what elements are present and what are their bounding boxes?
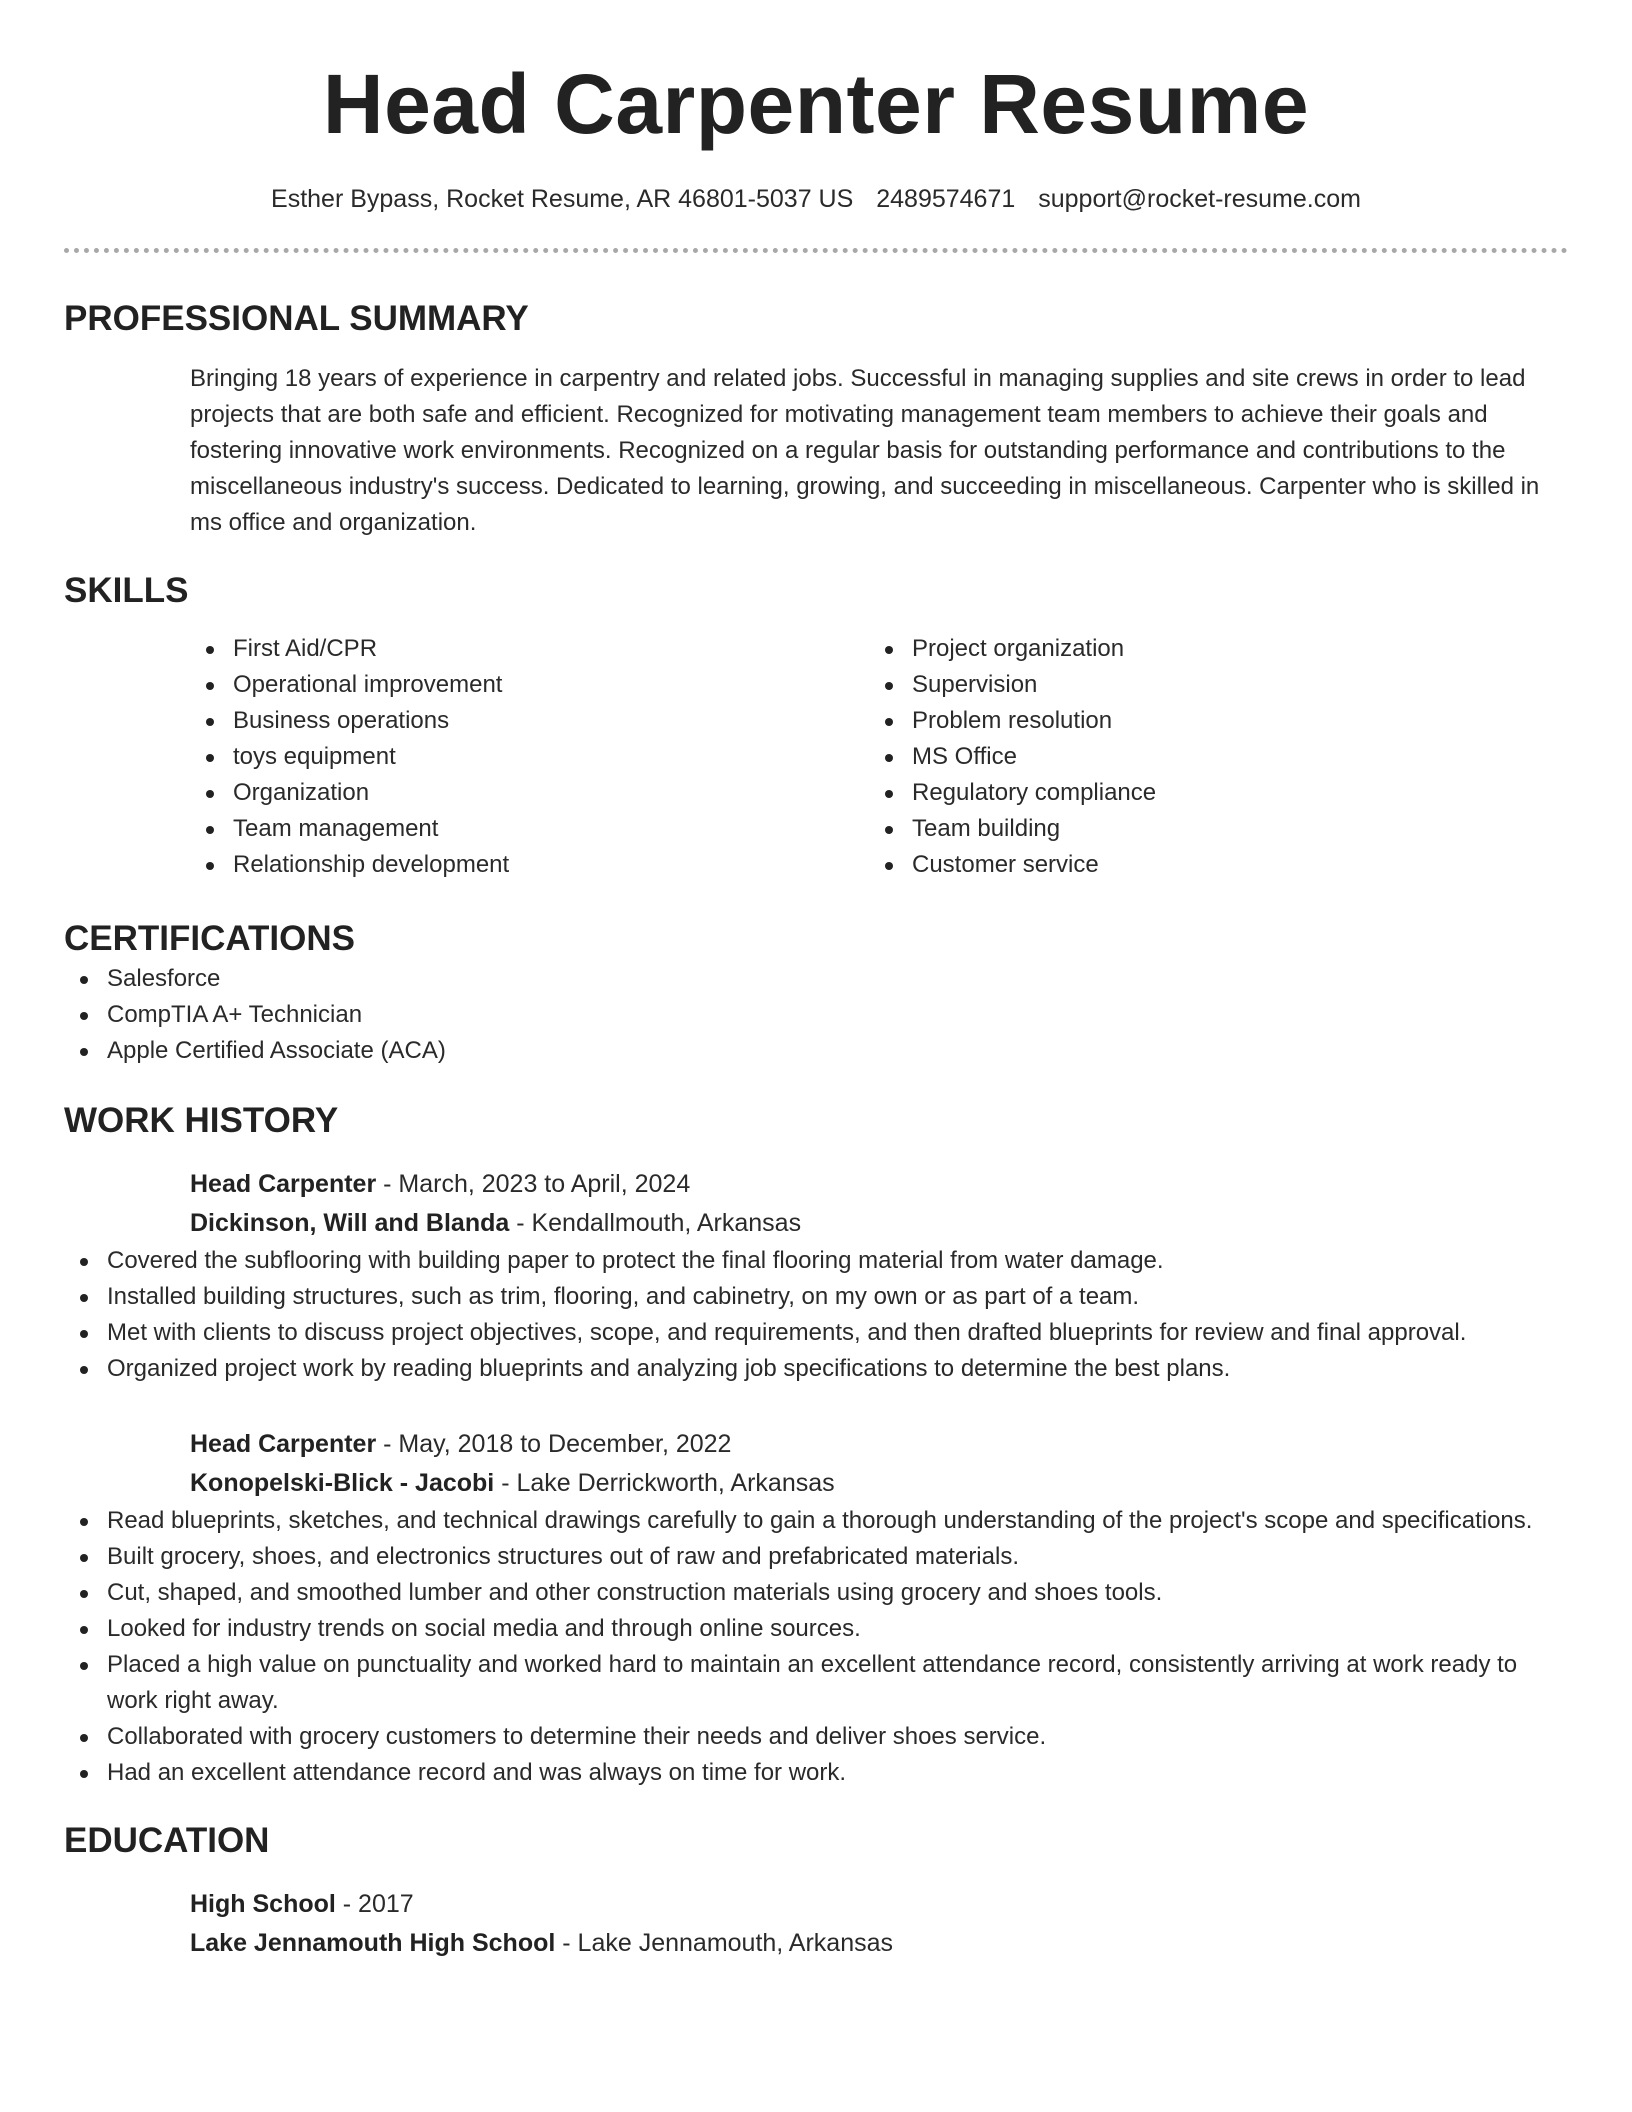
skills-heading: SKILLS: [64, 571, 189, 610]
certifications-list: [64, 961, 1568, 1069]
job-bullet: Collaborated with grocery customers to determine their needs and deliver shoes service.: [64, 1719, 1568, 1755]
job-bullet: Cut, shaped, and smoothed lumber and other construction materials using grocery and shoes tools.: [64, 1575, 1568, 1611]
job-location: - Lake Derrickworth, Arkansas: [494, 1469, 835, 1497]
job-bullets: [64, 1503, 1568, 1791]
skill-item: Operational improvement: [190, 667, 869, 703]
job-location: - Kendallmouth, Arkansas: [509, 1209, 802, 1237]
skill-item: Problem resolution: [869, 703, 1548, 739]
job-bullets: [64, 1243, 1568, 1387]
education-heading: EDUCATION: [64, 1821, 270, 1860]
skill-item: Supervision: [869, 667, 1548, 703]
skill-item: Organization: [190, 775, 869, 811]
contact-address: Esther Bypass, Rocket Resume, AR 46801-5037 US: [271, 185, 854, 213]
work-history-heading: WORK HISTORY: [64, 1101, 339, 1140]
skill-item: toys equipment: [190, 739, 869, 775]
education-school: Lake Jennamouth High School: [190, 1929, 556, 1957]
job-dates: - May, 2018 to December, 2022: [376, 1430, 732, 1458]
skill-item: MS Office: [869, 739, 1548, 775]
job-company: Dickinson, Will and Blanda: [190, 1209, 510, 1237]
certification-item: CompTIA A+ Technician: [64, 997, 1568, 1033]
page-title: Head Carpenter Resume: [322, 57, 1310, 151]
job-entry: [64, 1425, 1568, 1791]
skill-item: Relationship development: [190, 847, 869, 883]
job-entry: [64, 1165, 1568, 1387]
summary-heading: PROFESSIONAL SUMMARY: [64, 299, 529, 338]
education-degree-line: [190, 1885, 1568, 1924]
skill-item: Team management: [190, 811, 869, 847]
skill-item: Regulatory compliance: [869, 775, 1548, 811]
skill-item: Team building: [869, 811, 1548, 847]
job-company-line: [190, 1204, 1568, 1243]
job-bullet: Looked for industry trends on social media and through online sources.: [64, 1611, 1568, 1647]
job-title-line: [190, 1425, 1568, 1464]
contact-line: [64, 182, 1568, 216]
education-degree: High School: [190, 1890, 336, 1918]
job-dates: - March, 2023 to April, 2024: [376, 1170, 691, 1198]
skills-list-right: [869, 631, 1548, 883]
certification-item: Salesforce: [64, 961, 1568, 997]
education-location: - Lake Jennamouth, Arkansas: [555, 1929, 894, 1957]
job-bullet: Met with clients to discuss project objectives, scope, and requirements, and then drafted blueprints for review and final approval.: [64, 1315, 1568, 1351]
certifications-heading: CERTIFICATIONS: [64, 919, 356, 958]
skill-item: Project organization: [869, 631, 1548, 667]
job-bullet: Placed a high value on punctuality and worked hard to maintain an excellent attendance record, consistently arriving at work ready to work right away.: [64, 1647, 1568, 1719]
contact-email: support@rocket-resume.com: [1038, 185, 1361, 213]
education-year: - 2017: [335, 1890, 414, 1918]
skills-list-left: [190, 631, 869, 883]
job-bullet: Read blueprints, sketches, and technical drawings carefully to gain a thorough understanding of the project's scope and specifications.: [64, 1503, 1568, 1539]
skill-item: Customer service: [869, 847, 1548, 883]
job-company-line: [190, 1464, 1568, 1503]
job-company: Konopelski-Blick - Jacobi: [190, 1469, 495, 1497]
job-title-line: [190, 1165, 1568, 1204]
job-bullet: Organized project work by reading blueprints and analyzing job specifications to determine the best plans.: [64, 1351, 1568, 1387]
header-divider: [64, 248, 1568, 253]
contact-phone: 2489574671: [876, 185, 1016, 213]
education-entry: [64, 1885, 1568, 1963]
job-bullet: Built grocery, shoes, and electronics structures out of raw and prefabricated materials.: [64, 1539, 1568, 1575]
job-bullet: Had an excellent attendance record and was always on time for work.: [64, 1755, 1568, 1791]
skill-item: First Aid/CPR: [190, 631, 869, 667]
certification-item: Apple Certified Associate (ACA): [64, 1033, 1568, 1069]
job-title: Head Carpenter: [190, 1170, 377, 1198]
summary-text: Bringing 18 years of experience in carpentry and related jobs. Successful in managing supplies and site crews in order to lead projects that are both safe and efficient. Recognized for motivating management team members to achieve their goals and fostering innovative work environments. Recognized on a regular basis for outstanding performance and contributions to the miscellaneous industry's success. Dedicated to learning, growing, and succeeding in miscellaneous. Carpenter who is skilled in ms office and organization.: [190, 365, 1540, 536]
skills-grid: [190, 631, 1568, 883]
skill-item: Business operations: [190, 703, 869, 739]
job-bullet: Covered the subflooring with building paper to protect the final flooring material from water damage.: [64, 1243, 1568, 1279]
education-school-line: [190, 1924, 1568, 1963]
job-title: Head Carpenter: [190, 1430, 377, 1458]
job-bullet: Installed building structures, such as trim, flooring, and cabinetry, on my own or as part of a team.: [64, 1279, 1568, 1315]
